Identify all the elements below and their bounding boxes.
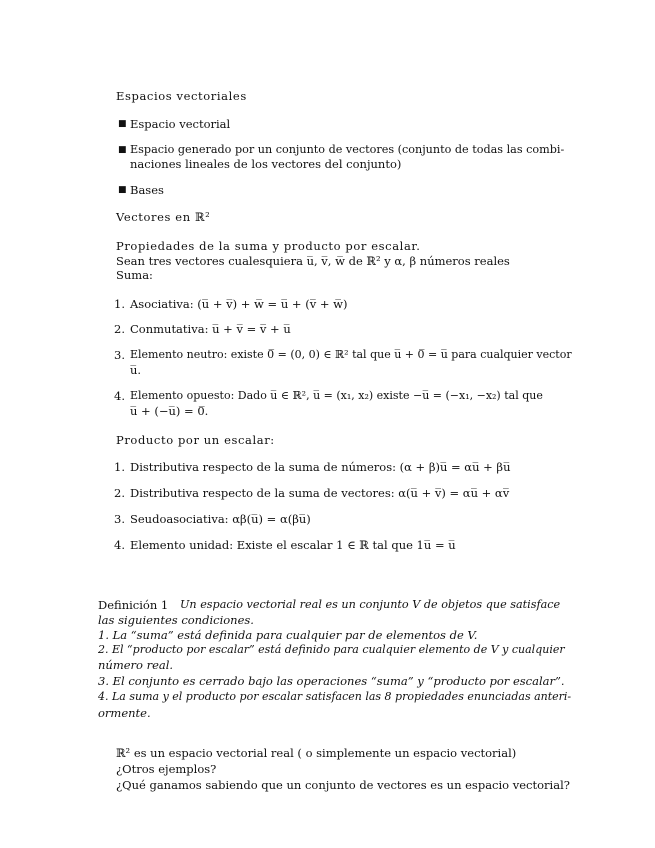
bullet-item: Espacio generado por un conjunto de vectores (conjunto de todas las combi- (130, 143, 565, 156)
bullet-icon: ■ (118, 185, 127, 195)
list-number: 3. (114, 348, 125, 362)
definition-line: ormente. (98, 706, 151, 720)
definition-line: las siguientes condiciones. (98, 613, 254, 627)
sum-item-conmutativa: Conmutativa: u̅ + v̅ = v̅ + u̅ (130, 322, 291, 336)
properties-intro: Sean tres vectores cualesquiera u̅, v̅, w̅ de ℝ² y α, β números reales (116, 254, 510, 268)
list-number: 3. (114, 512, 125, 526)
closing-question: ¿Qué ganamos sabiendo que un conjunto de vectores es un espacio vectorial? (116, 778, 570, 792)
definition-line: 1. La “suma” está definida para cualquier par de elementos de V. (98, 628, 478, 642)
bullet-icon: ■ (118, 145, 127, 155)
vectors-heading: Vectores en ℝ² (116, 210, 211, 224)
bullet-icon: ■ (118, 119, 127, 129)
scalar-item-unidad: Elemento unidad: Existe el escalar 1 ∈ ℝ tal que 1u̅ = u̅ (130, 538, 456, 552)
definition-line: número real. (98, 658, 174, 672)
sum-label: Suma: (116, 268, 153, 282)
sum-item-opuesto-continuation: u̅ + (−u̅) = 0̅. (130, 404, 209, 418)
list-number: 4. (114, 389, 125, 403)
scalar-item-distributiva-vectores: Distributiva respecto de la suma de vectores: α(u̅ + v̅) = αu̅ + αv̅ (130, 486, 510, 500)
sum-item-neutro-continuation: u̅. (130, 363, 142, 377)
sum-item-asociativa: Asociativa: (u̅ + v̅) + w̅ = u̅ + (v̅ + w̅) (130, 297, 348, 311)
bullet-item-continuation: naciones lineales de los vectores del conjunto) (130, 157, 402, 171)
definition-line: Un espacio vectorial real es un conjunto V de objetos que satisface (180, 598, 561, 611)
definition-line: 2. El “producto por escalar” está definido para cualquier elemento de V y cualquier (98, 643, 565, 656)
bullet-item: Espacio vectorial (130, 117, 231, 131)
section-title: Espacios vectoriales (116, 89, 247, 103)
list-number: 2. (114, 486, 125, 500)
sum-item-opuesto: Elemento opuesto: Dado u̅ ∈ ℝ², u̅ = (x₁, x₂) existe −u̅ = (−x₁, −x₂) tal que (130, 389, 543, 402)
scalar-item-distributiva-numeros: Distributiva respecto de la suma de números: (α + β)u̅ = αu̅ + βu̅ (130, 460, 511, 474)
list-number: 2. (114, 322, 125, 336)
closing-statement: ℝ² es un espacio vectorial real ( o simplemente un espacio vectorial) (116, 746, 517, 760)
properties-heading: Propiedades de la suma y producto por escalar. (116, 239, 421, 253)
scalar-heading: Producto por un escalar: (116, 433, 275, 447)
list-number: 1. (114, 297, 125, 311)
closing-question: ¿Otros ejemplos? (116, 762, 217, 776)
list-number: 1. (114, 460, 125, 474)
definition-line: 3. El conjunto es cerrado bajo las operaciones “suma” y “producto por escalar”. (98, 674, 565, 688)
list-number: 4. (114, 538, 125, 552)
sum-item-neutro: Elemento neutro: existe 0̅ = (0, 0) ∈ ℝ² tal que u̅ + 0̅ = u̅ para cualquier vector (130, 348, 572, 361)
bullet-item: Bases (130, 183, 164, 197)
scalar-item-seudoasociativa: Seudoasociativa: αβ(u̅) = α(βu̅) (130, 512, 311, 526)
definition-label: Definición 1 (98, 598, 169, 612)
definition-line: 4. La suma y el producto por escalar satisfacen las 8 propiedades enunciadas anteri- (98, 690, 572, 703)
